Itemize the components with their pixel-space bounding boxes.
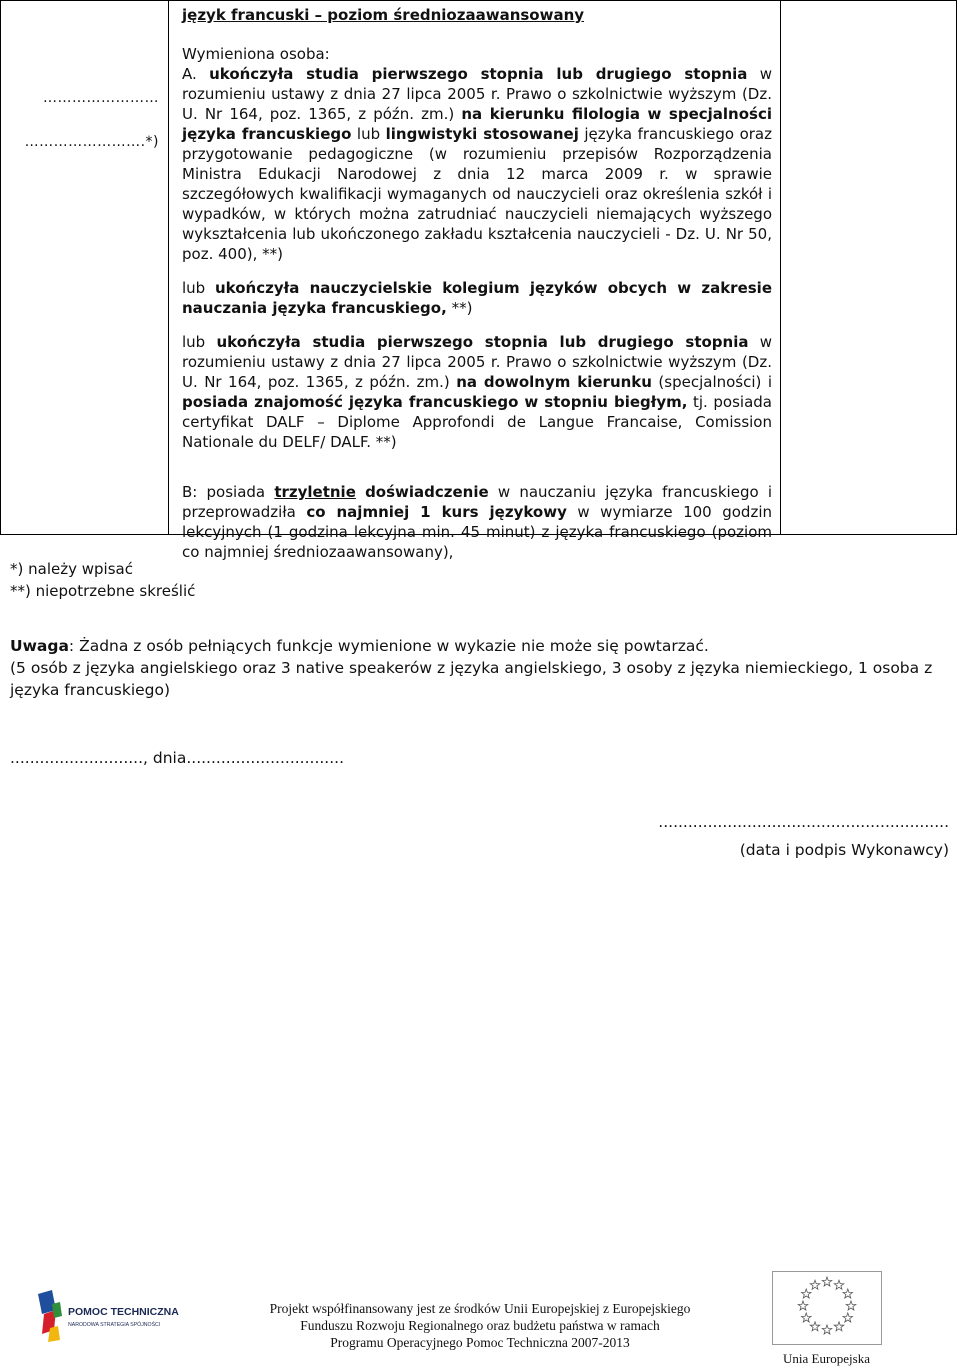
req-d-prefix: B: posiada xyxy=(182,483,275,501)
req-b-suffix: **) xyxy=(446,299,473,317)
remark-line-1 xyxy=(10,635,950,657)
column-divider-1 xyxy=(168,1,169,534)
remark xyxy=(10,635,950,701)
req-a-bold-3: lingwistyki stosowanej xyxy=(385,125,579,143)
funding-line-3: Programu Operacyjnego Pomoc Techniczna 2007-2013 xyxy=(330,1335,630,1350)
footnote-1: *) należy wpisać xyxy=(10,560,133,578)
requirements-cell xyxy=(182,5,772,562)
req-c-bold-2: na dowolnym kierunku xyxy=(456,373,652,391)
footnotes xyxy=(10,558,195,602)
requirement-b xyxy=(182,278,772,318)
language-heading: język francuski – poziom średniozaawansowany xyxy=(182,6,585,24)
pomoc-techniczna-logo xyxy=(36,1286,196,1346)
eu-stars-icon xyxy=(773,1272,881,1344)
fill-in-cell xyxy=(9,87,159,153)
eu-star-icon xyxy=(834,1280,844,1289)
eu-star-icon xyxy=(822,1277,832,1286)
eu-star-icon xyxy=(810,1280,820,1289)
signature-caption: (data i podpis Wykonawcy) xyxy=(739,841,949,859)
eu-star-icon xyxy=(802,1313,812,1322)
req-a-prefix: A. xyxy=(182,65,210,83)
eu-star-icon xyxy=(834,1322,844,1331)
eu-star-icon xyxy=(802,1289,812,1298)
remark-line-2: (5 osób z języka angielskiego oraz 3 native speakerów z języka angielskiego, 3 osoby z języka niemieckiego, 1 osoba z języka francuskiego) xyxy=(10,659,933,699)
pomoc-techniczna-logo-icon xyxy=(36,1286,196,1346)
eu-star-icon xyxy=(798,1301,808,1310)
req-a-text-1: w rozumieniu ustawy z dnia 27 lipca 2005 r. Prawo o szkolnictwie wyższym (Dz. U. Nr 164, poz. 1365, z późn. zm.) xyxy=(182,65,772,123)
req-c-prefix: lub xyxy=(182,333,217,351)
funding-note xyxy=(245,1300,715,1351)
funding-line-1: Projekt współfinansowany jest ze środków Unii Europejskiej z Europejskiego xyxy=(269,1301,691,1316)
req-a-text-3: języka francuskiego oraz przygotowanie pedagogiczne (w rozumieniu przepisów Rozporządzenia Ministra Edukacji Narodowej z dnia 12 marca 2009 r. w sprawie szczegółowych kwalifikacji wymaganych od nauczycieli oraz określenia szkół i wypadków, w których można zatrudniać nauczycieli niemających wyższego wykształcenia lub ukończonego zakładu kształcenia nauczycieli - Dz. U. Nr 50, poz. 400), **) xyxy=(182,125,772,263)
req-c-text-3: tj. posiada certyfikat DALF – Diplome Approfondi de Langue Francaise, Comission Nationale du DELF/ DALF. **) xyxy=(182,393,772,451)
req-d-text-1: w nauczaniu języka francuskiego i przeprowadziła xyxy=(182,483,773,521)
req-a-bold-1: ukończyła studia pierwszego stopnia lub drugiego stopnia xyxy=(209,65,748,83)
req-c-bold-3: posiada znajomość języka francuskiego w stopniu biegłym, xyxy=(182,393,688,411)
logo-title: POMOC TECHNICZNA xyxy=(68,1306,179,1318)
signature-block xyxy=(658,808,949,864)
remark-text: : Żadna z osób pełniących funkcje wymienione w wykazie nie może się powtarzać. xyxy=(68,637,709,655)
req-d-text-2: w wymiarze 100 godzin lekcyjnych (1 godzina lekcyjna min. 45 minut) z języka francuskiego (poziom co najmniej średniozaawansowany), xyxy=(182,503,772,561)
requirement-a xyxy=(182,64,772,264)
eu-star-icon xyxy=(822,1325,832,1334)
req-b-bold: ukończyła nauczycielskie kolegium języków obcych w zakresie nauczania języka francuskiego, xyxy=(182,279,772,317)
req-a-bold-2: na kierunku filologia w specjalności języka francuskiego xyxy=(182,105,772,143)
eu-caption: Unia Europejska xyxy=(783,1351,871,1366)
req-c-bold-1: ukończyła studia pierwszego stopnia lub drugiego stopnia xyxy=(216,333,749,351)
column-divider-2 xyxy=(780,1,781,534)
signature-dots: ........................................................... xyxy=(658,813,949,831)
footnote-2: **) niepotrzebne skreślić xyxy=(10,582,196,600)
funding-line-2: Funduszu Rozwoju Regionalnego oraz budżetu państwa w ramach xyxy=(300,1318,660,1333)
req-c-text-1: w rozumieniu ustawy z dnia 27 lipca 2005 r. Prawo o szkolnictwie wyższym (Dz. U. Nr 164, poz. 1365, z późn. zm.) xyxy=(182,333,773,391)
eu-flag-logo xyxy=(772,1271,882,1345)
req-d-bold-3: co najmniej 1 kurs językowy xyxy=(306,503,567,521)
fill-in-line-2: …………………….*) xyxy=(24,134,159,150)
eu-star-icon xyxy=(843,1289,853,1298)
logo-subtitle: NARODOWA STRATEGIA SPÓJNOŚCI xyxy=(68,1322,161,1328)
fill-in-line-1: …………………… xyxy=(43,90,159,106)
qualification-table xyxy=(0,0,957,561)
requirement-c xyxy=(182,332,772,452)
req-c-text-2: (specjalności) i xyxy=(651,373,772,391)
req-d-space xyxy=(356,483,365,501)
intro-text: Wymieniona osoba: xyxy=(182,45,330,63)
eu-star-icon xyxy=(810,1322,820,1331)
eu-star-icon xyxy=(843,1313,853,1322)
req-d-bold-2: doświadczenie xyxy=(365,483,489,501)
eu-star-icon xyxy=(846,1301,856,1310)
req-a-text-2: lub xyxy=(351,125,386,143)
req-b-prefix: lub xyxy=(182,279,215,297)
place-date-field: ..........................., dnia................................ xyxy=(10,749,345,767)
remark-label: Uwaga xyxy=(10,637,69,655)
requirement-experience xyxy=(182,482,772,562)
req-d-bold-1: trzyletnie xyxy=(274,483,356,501)
